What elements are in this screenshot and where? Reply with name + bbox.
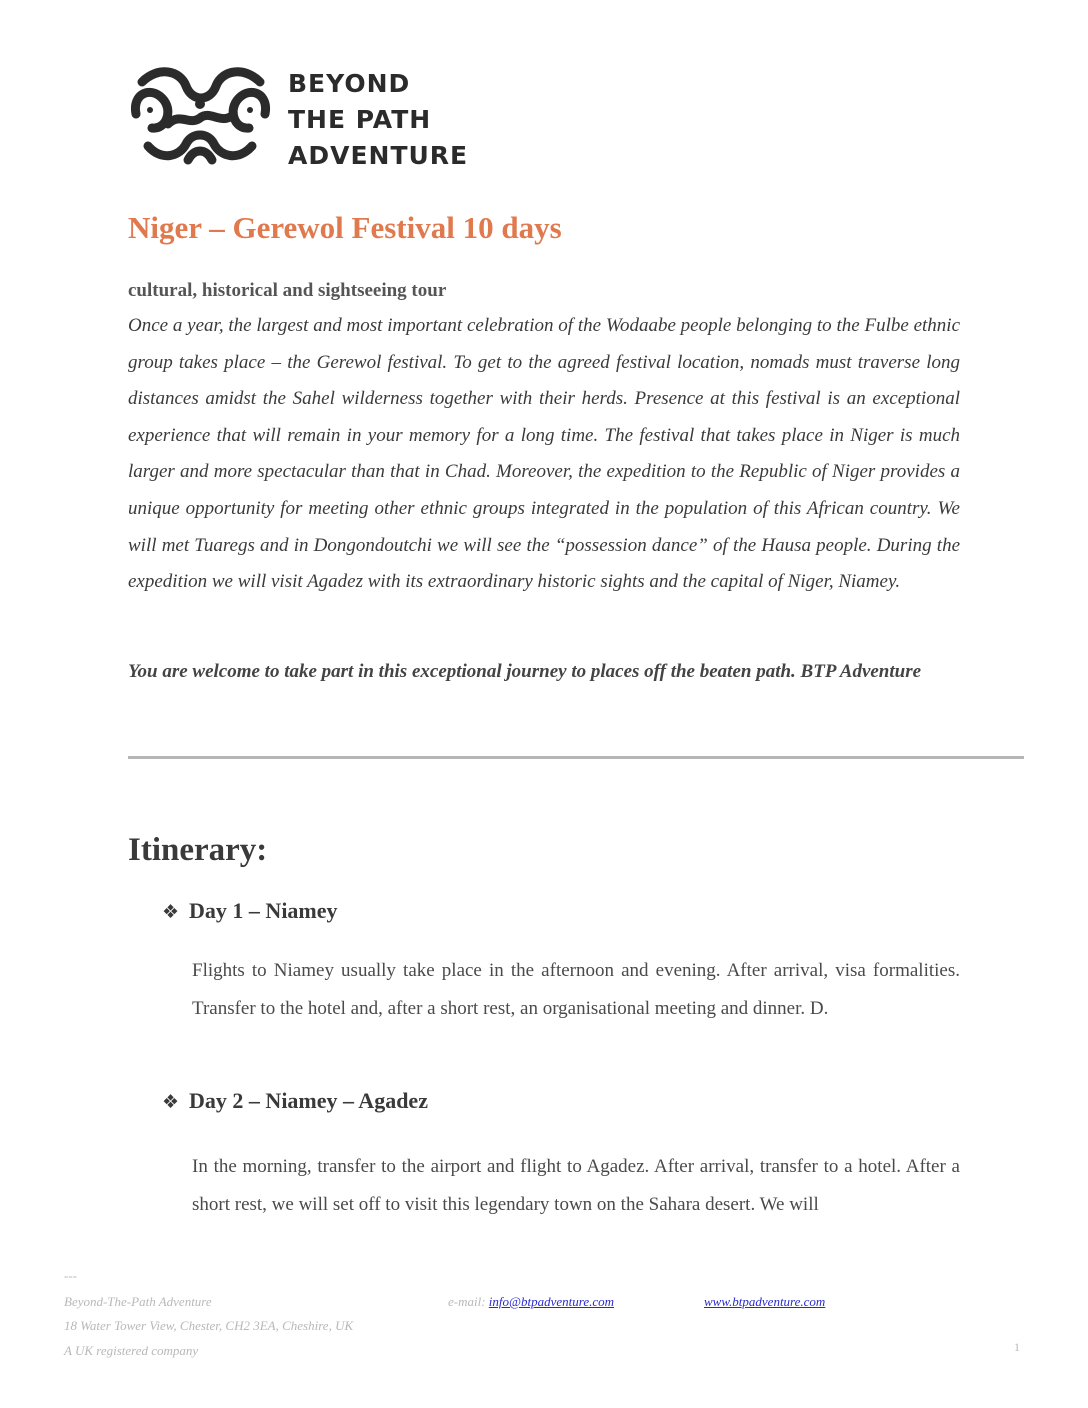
logo-line: ADVENTURE xyxy=(288,141,469,170)
diamond-bullet-icon: ❖ xyxy=(162,901,180,923)
tour-type-subtitle: cultural, historical and sightseeing tour xyxy=(128,280,447,301)
email-label: e-mail: xyxy=(448,1294,486,1309)
intro-paragraph: Once a year, the largest and most important celebration of the Wodaabe people belonging to the Fulbe ethnic group takes place – the Gerewol festival. To get to the agreed festival location, nomads must traverse long distances amidst the Sahel wilderness together with their herds. Presence at this festival is an exceptional experience that will remain in your memory for a long time. The festival that takes place in Niger is much larger and more spectacular than that in Chad. Moreover, the expedition to the Republic of Niger provides a unique opportunity for meeting other ethnic groups integrated in the population of this African country. We will met Tuaregs and in Dongondoutchi we will see the “possession dance” of the Hausa people. During the expedition we will visit Agadez with its extraordinary historic sights and the capital of Niger, Niamey. xyxy=(128,315,960,593)
document-title: Niger – Gerewol Festival 10 days xyxy=(128,210,562,245)
page-number: 1 xyxy=(1014,1340,1020,1354)
day-title: Day 2 – Niamey – Agadez xyxy=(189,1088,428,1113)
day-1-heading xyxy=(162,898,338,924)
itinerary-heading: Itinerary: xyxy=(128,832,268,868)
logo-wordmark xyxy=(288,66,468,174)
company-logo xyxy=(128,64,488,168)
day-1-description: Flights to Niamey usually take place in the afternoon and evening. After arrival, visa formalities. Transfer to the hotel and, after a short rest, an organisational meeting and dinner. D. xyxy=(192,960,960,1019)
welcome-paragraph: You are welcome to take part in this exceptional journey to places off the beaten path. BTP Adventure xyxy=(128,661,922,682)
logo-line: BEYOND xyxy=(288,69,411,98)
website-link[interactable]: www.btpadventure.com xyxy=(704,1294,826,1309)
footer-company: Beyond-The-Path Adventure xyxy=(64,1294,212,1309)
section-divider xyxy=(128,756,1024,759)
footer-registration: A UK registered company xyxy=(64,1343,199,1358)
footer-separator: --- xyxy=(64,1268,77,1283)
footer-website xyxy=(704,1294,825,1310)
diamond-bullet-icon: ❖ xyxy=(162,1091,180,1113)
day-2-heading xyxy=(162,1088,428,1114)
day-2-description: In the morning, transfer to the airport and flight to Agadez. After arrival, transfer to a hotel. After a short rest, we will set off to visit this legendary town on the Sahara desert. We will xyxy=(192,1156,960,1215)
logo-line: THE PATH xyxy=(288,105,432,134)
footer-email xyxy=(448,1294,614,1310)
email-link[interactable]: info@btpadventure.com xyxy=(488,1294,614,1309)
footer-address: 18 Water Tower View, Chester, CH2 3EA, Cheshire, UK xyxy=(64,1318,354,1333)
day-title: Day 1 – Niamey xyxy=(189,898,338,923)
beyond-the-path-emblem-icon xyxy=(128,64,273,168)
